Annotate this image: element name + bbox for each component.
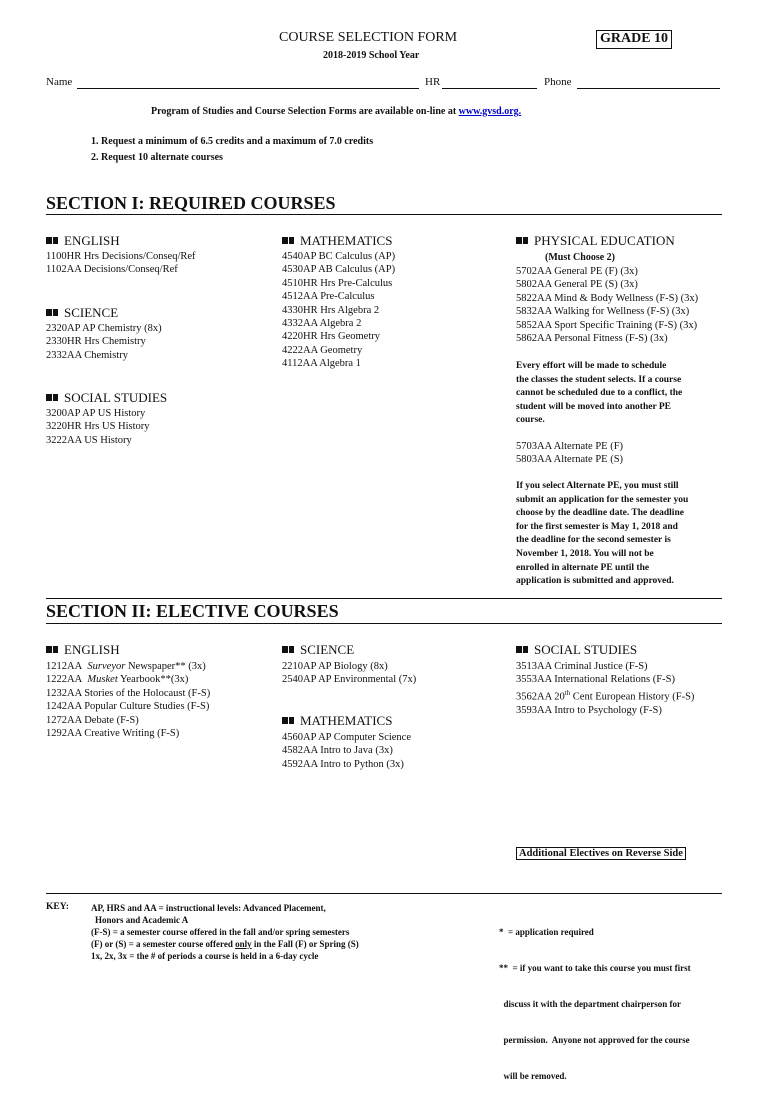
pe-note-2 — [516, 480, 688, 589]
list-item: 1102AA Decisions/Conseq/Ref — [46, 264, 178, 276]
key-text: (F) or (S) = a semester course offered — [91, 939, 236, 949]
s2-math-label: MATHEMATICS — [300, 713, 393, 728]
s1-math-header — [282, 233, 392, 249]
course-rest: Yearbook**(3x) — [117, 674, 189, 686]
square-icon — [282, 646, 288, 653]
list-item: 5803AA Alternate PE (S) — [516, 454, 624, 466]
square-icon — [516, 237, 522, 244]
s1-math-label: MATHEMATICS — [300, 233, 393, 248]
pe-alt-courses — [516, 440, 623, 467]
s2-social-label: SOCIAL STUDIES — [534, 642, 638, 657]
section2-divider — [46, 623, 722, 624]
note-line: student will be moved into another PE — [516, 401, 672, 412]
list-item: 4560AP AP Computer Science — [282, 732, 412, 743]
program-note-text: Program of Studies and Course Selection Forms are available on-line at — [151, 106, 457, 117]
s1-science-label: SCIENCE — [64, 305, 119, 320]
s1-pe-courses — [516, 265, 698, 345]
list-item: 3593AA Intro to Psychology (F-S) — [516, 704, 662, 716]
list-item: 1272AA Debate (F-S) — [46, 714, 139, 726]
course-code: 3562AA 20 — [516, 691, 565, 703]
s1-science-header — [46, 305, 118, 321]
list-item: 1292AA Creative Writing (F-S) — [46, 728, 180, 740]
note-line: course. — [516, 415, 545, 426]
section1-title: SECTION I: REQUIRED COURSES — [46, 193, 336, 213]
s1-social-header — [46, 390, 167, 406]
list-item: 5832AA Walking for Wellness (F-S) (3x) — [516, 306, 690, 318]
list-item: 3553AA International Relations (F-S) — [516, 674, 675, 686]
hr-field[interactable] — [442, 88, 537, 89]
pe-note-1 — [516, 360, 682, 428]
s1-science-courses — [46, 322, 162, 362]
list-item: 5702AA General PE (F) (3x) — [516, 266, 638, 277]
list-item: 4582AA Intro to Java (3x) — [282, 745, 393, 757]
square-icon — [289, 646, 295, 653]
instruction-2: 2. Request 10 alternate courses — [91, 152, 223, 163]
list-item: 2320AP AP Chemistry (8x) — [46, 323, 162, 334]
list-item: 1232AA Stories of the Holocaust (F-S) — [46, 687, 211, 699]
list-item: 5802AA General PE (S) (3x) — [516, 279, 638, 291]
s2-social-courses — [516, 660, 694, 717]
s1-english-courses — [46, 250, 196, 277]
square-icon — [46, 309, 52, 316]
list-item: 4510HR Hrs Pre-Calculus — [282, 277, 393, 289]
instruction-1: 1. Request a minimum of 6.5 credits and a maximum of 7.0 credits — [91, 136, 374, 147]
hr-label: HR — [425, 76, 441, 88]
key-line: discuss it with the department chairperson for — [499, 999, 681, 1009]
note-line: the classes the student selects. If a course — [516, 374, 682, 385]
square-icon — [53, 237, 59, 244]
s2-english-label: ENGLISH — [64, 642, 120, 657]
note-line: November 1, 2018. You will not be — [516, 548, 654, 559]
section1-divider — [46, 214, 722, 215]
list-item: 4220HR Hrs Geometry — [282, 331, 380, 343]
square-icon — [282, 717, 288, 724]
s2-science-label: SCIENCE — [300, 642, 355, 657]
s2-math-courses — [282, 731, 411, 771]
square-icon — [516, 646, 522, 653]
note-line: the deadline for the second semester is — [516, 535, 671, 546]
s1-pe-header — [516, 233, 675, 249]
note-line: If you select Alternate PE, you must still — [516, 481, 679, 491]
s1-pe-label: PHYSICAL EDUCATION — [534, 233, 675, 248]
program-note — [151, 106, 521, 117]
instructions — [91, 134, 373, 166]
list-item: 4330HR Hrs Algebra 2 — [282, 304, 380, 316]
list-item: 2332AA Chemistry — [46, 349, 128, 361]
square-icon — [46, 237, 52, 244]
section2-title: SECTION II: ELECTIVE COURSES — [46, 601, 339, 621]
note-line: application is submitted and approved. — [516, 576, 674, 587]
list-item: 3220HR Hrs US History — [46, 421, 150, 433]
course-italic: Surveyor — [87, 661, 126, 672]
pe-must-choose: (Must Choose 2) — [545, 252, 615, 263]
s2-social-header — [516, 642, 637, 658]
name-label: Name — [46, 76, 73, 88]
key-line: 1x, 2x, 3x = the # of periods a course is held in a 6-day cycle — [91, 951, 319, 961]
key-right — [499, 902, 691, 1094]
note-line: cannot be scheduled due to a conflict, the — [516, 388, 683, 399]
list-item: 5852AA Sport Specific Training (F-S) (3x) — [516, 319, 698, 331]
list-item: 4512AA Pre-Calculus — [282, 291, 375, 303]
s2-science-courses — [282, 660, 416, 687]
key-line: (F-S) = a semester course offered in the fall and/or spring semesters — [91, 927, 350, 937]
list-item: 2330HR Hrs Chemistry — [46, 336, 146, 348]
list-item: 1242AA Popular Culture Studies (F-S) — [46, 701, 210, 713]
note-line: for the first semester is May 1, 2018 and — [516, 521, 678, 532]
course-italic: Musket — [87, 674, 118, 686]
square-icon — [289, 717, 295, 724]
s1-english-header — [46, 233, 120, 249]
list-item: 4530AP AB Calculus (AP) — [282, 264, 396, 276]
square-icon — [53, 394, 59, 401]
note-line: enrolled in alternate PE until the — [516, 562, 650, 573]
s1-math-courses — [282, 250, 395, 371]
key-text: in the Fall (F) or Spring (S) — [251, 939, 359, 949]
grade-badge: GRADE 10 — [596, 30, 672, 49]
key-line: AP, HRS and AA = instructional levels: Advanced Placement, — [91, 903, 326, 913]
list-item — [46, 673, 210, 686]
list-item: 4592AA Intro to Python (3x) — [282, 758, 404, 770]
list-item: 1100HR Hrs Decisions/Conseq/Ref — [46, 251, 196, 262]
course-code: 1222AA — [46, 674, 83, 686]
course-sup: th — [564, 688, 571, 697]
square-icon — [523, 237, 529, 244]
section2-top-divider — [46, 598, 722, 599]
list-item: 2210AP AP Biology (8x) — [282, 661, 388, 672]
program-link[interactable]: www.gvsd.org. — [458, 106, 522, 117]
reverse-side-note: Additional Electives on Reverse Side — [516, 847, 686, 860]
list-item — [46, 660, 210, 673]
key-line: will be removed. — [499, 1071, 567, 1081]
list-item: 3513AA Criminal Justice (F-S) — [516, 661, 648, 672]
s1-social-courses — [46, 407, 150, 447]
school-year: 2018-2019 School Year — [323, 50, 420, 61]
name-field[interactable] — [77, 88, 419, 89]
key-divider — [46, 893, 722, 894]
s2-english-courses — [46, 660, 210, 740]
form-title: COURSE SELECTION FORM — [279, 30, 458, 45]
square-icon — [289, 237, 295, 244]
note-line: Every effort will be made to schedule — [516, 361, 667, 371]
list-item: 3200AP AP US History — [46, 408, 146, 419]
course-code: 1212AA — [46, 661, 83, 672]
s2-math-header — [282, 713, 392, 729]
course-rest: Cent European History (F-S) — [570, 691, 695, 703]
list-item: 4112AA Algebra 1 — [282, 358, 361, 370]
square-icon — [53, 309, 59, 316]
list-item: 4540AP BC Calculus (AP) — [282, 251, 396, 262]
square-icon — [46, 394, 52, 401]
key-left — [91, 902, 359, 962]
phone-label: Phone — [544, 76, 572, 88]
key-line: * = application required — [499, 927, 594, 937]
list-item: 3222AA US History — [46, 434, 132, 446]
s2-science-header — [282, 642, 354, 658]
list-item — [516, 687, 694, 704]
square-icon — [282, 237, 288, 244]
square-icon — [46, 646, 52, 653]
course-rest: Newspaper** (3x) — [125, 661, 206, 672]
list-item: 5703AA Alternate PE (F) — [516, 441, 624, 452]
key-line: ** = if you want to take this course you must first — [499, 963, 691, 973]
s2-english-header — [46, 642, 120, 658]
key-underline: only — [235, 939, 252, 949]
s1-english-label: ENGLISH — [64, 233, 120, 248]
key-label: KEY: — [46, 902, 69, 912]
list-item: 5822AA Mind & Body Wellness (F-S) (3x) — [516, 292, 699, 304]
list-item: 5862AA Personal Fitness (F-S) (3x) — [516, 333, 668, 345]
list-item: 2540AP AP Environmental (7x) — [282, 674, 417, 686]
square-icon — [53, 646, 59, 653]
list-item: 4222AA Geometry — [282, 344, 363, 356]
phone-field[interactable] — [577, 88, 720, 89]
list-item: 4332AA Algebra 2 — [282, 318, 362, 330]
key-line: Honors and Academic A — [95, 915, 189, 925]
s1-social-label: SOCIAL STUDIES — [64, 390, 168, 405]
key-line — [91, 938, 359, 950]
note-line: choose by the deadline date. The deadline — [516, 508, 684, 519]
note-line: submit an application for the semester you — [516, 494, 689, 505]
key-line: permission. Anyone not approved for the course — [499, 1035, 690, 1045]
square-icon — [523, 646, 529, 653]
